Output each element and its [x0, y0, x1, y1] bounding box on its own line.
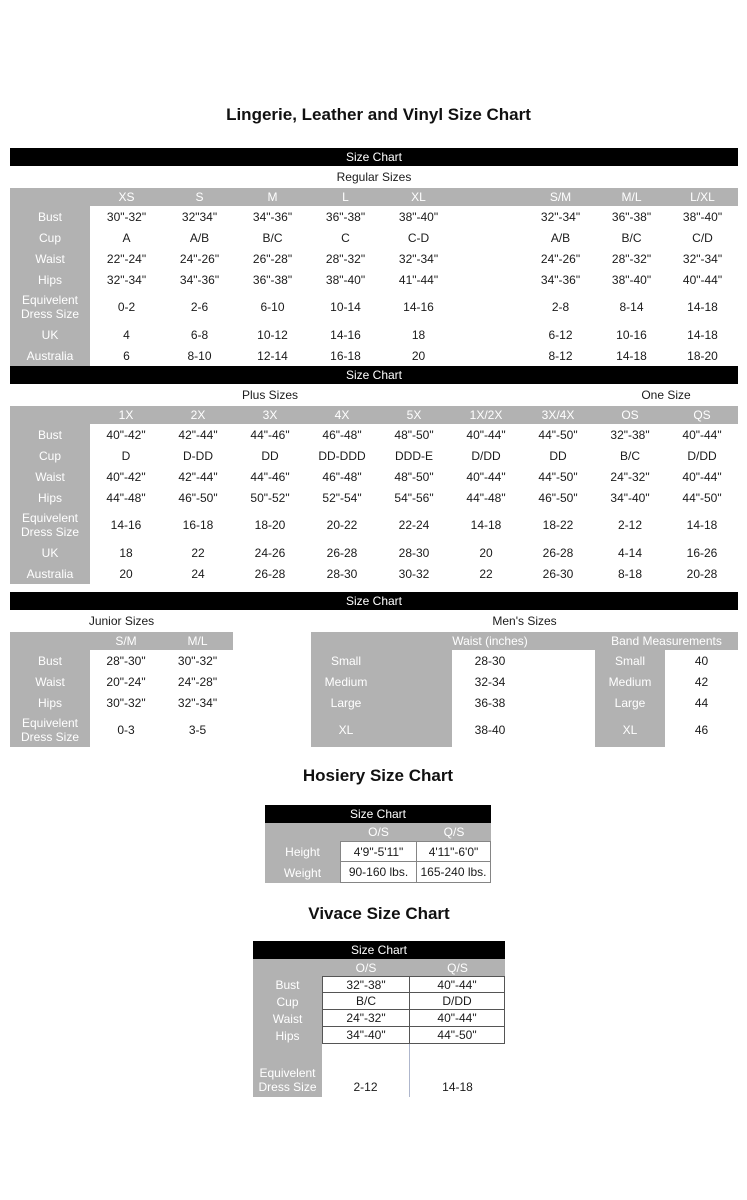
spacer: [233, 610, 311, 632]
table-header-row: [10, 406, 738, 424]
size-value: 22-24: [398, 518, 430, 532]
size-value: 20: [411, 348, 426, 363]
size-value: 0-3: [117, 723, 135, 737]
size-value: 42"-44": [178, 427, 218, 442]
column-header: 3X: [234, 406, 306, 424]
column-header: M: [236, 188, 309, 206]
spacer: [233, 632, 311, 747]
row-label: Waist: [10, 248, 90, 269]
size-value: 28"-32": [611, 251, 652, 266]
empty-cell: [322, 1044, 410, 1062]
size-chart-bar: Size Chart: [10, 148, 738, 166]
size-value: 8-10: [187, 348, 212, 363]
section-label-junior: Junior Sizes: [88, 614, 155, 628]
row-label: Bust: [10, 424, 90, 445]
column-header: S/M: [525, 188, 596, 206]
row-label: Waist: [10, 671, 90, 692]
size-value: 32"-38": [322, 976, 410, 993]
size-value: A/B: [189, 230, 210, 245]
size-value: 38"-40": [611, 272, 652, 287]
empty-cell: [381, 713, 452, 747]
size-value: 10-16: [616, 327, 647, 342]
plus-sizes-table: [10, 406, 738, 584]
size-value: B/C: [621, 230, 642, 245]
size-value: 6-12: [548, 327, 573, 342]
empty-cell: [381, 671, 452, 692]
size-value: 40"-44": [410, 1010, 505, 1027]
size-value: 32"-34": [540, 209, 581, 224]
row-label: Small: [311, 650, 381, 671]
size-value: 42"-44": [178, 469, 218, 484]
table-header-row: [265, 823, 491, 841]
row-label: UK: [10, 324, 90, 345]
size-value: 4'11"-6'0": [417, 841, 491, 862]
size-value: B/C: [619, 448, 640, 463]
page-title: Lingerie, Leather and Vinyl Size Chart: [226, 105, 531, 124]
table-row: [10, 324, 738, 345]
size-value: 38"-40": [325, 272, 366, 287]
row-label: Cup: [10, 445, 90, 466]
size-value: 22: [191, 545, 205, 560]
empty-cell: [455, 188, 525, 206]
size-value: 36"-38": [325, 209, 366, 224]
table-row: [253, 1010, 505, 1027]
table-row: [265, 862, 491, 883]
size-value: 36"-38": [252, 272, 293, 287]
table-row: [10, 227, 738, 248]
size-value: 46"-48": [322, 427, 362, 442]
size-value: 28"-30": [106, 653, 146, 668]
size-chart-bar: Size Chart: [265, 805, 491, 823]
size-value: 6: [123, 348, 130, 363]
table-row: [253, 1044, 505, 1062]
size-chart-bar: Size Chart: [253, 941, 505, 959]
size-value: 0-2: [117, 300, 136, 314]
size-value: 24-26: [254, 545, 286, 560]
size-value: 4'9"-5'11": [340, 841, 417, 862]
size-value: 90-160 lbs.: [340, 862, 417, 883]
size-value: B/C: [322, 993, 410, 1010]
size-value: 48"-50": [394, 469, 434, 484]
size-value: 40"-44": [466, 427, 506, 442]
row-label: UK: [10, 542, 90, 563]
size-value: 14-16: [330, 327, 361, 342]
column-header: L: [309, 188, 382, 206]
corner-cell: [265, 823, 340, 841]
column-header: Q/S: [410, 959, 505, 976]
size-value: 2-6: [190, 300, 209, 314]
size-value: 10-12: [257, 327, 288, 342]
table-row: [10, 542, 738, 563]
size-value: 24"-26": [179, 251, 220, 266]
column-header: 4X: [306, 406, 378, 424]
size-value: 44"-50": [538, 427, 578, 442]
vivace-title: Vivace Size Chart: [308, 904, 450, 923]
column-header: O/S: [340, 823, 417, 841]
table-row: [10, 671, 233, 692]
corner-cell: [10, 188, 90, 206]
size-value: 40"-42": [106, 427, 146, 442]
size-value: 14-18: [687, 300, 718, 314]
size-value: C/D: [692, 230, 713, 245]
size-value: DD-DDD: [318, 448, 366, 463]
row-label: Large: [595, 692, 665, 713]
size-value: 30-32: [398, 566, 430, 581]
regular-sizes-table: [10, 188, 738, 366]
table-row: [311, 671, 738, 692]
row-label: XL: [311, 713, 381, 747]
column-header: O/S: [322, 959, 410, 976]
table-row: [10, 563, 738, 584]
row-label: Bust: [253, 976, 322, 993]
corner-cell: [253, 959, 322, 976]
empty-cell: [455, 269, 525, 290]
table-row: [253, 1062, 505, 1097]
size-value: 26-30: [542, 566, 574, 581]
size-value: 26"-28": [252, 251, 293, 266]
size-value: 20: [479, 545, 493, 560]
size-value: DD: [261, 448, 279, 463]
row-label: Medium: [311, 671, 381, 692]
table-row: [10, 508, 738, 542]
hosiery-title: Hosiery Size Chart: [302, 766, 454, 785]
table-row: [10, 692, 233, 713]
size-value: 40"-44": [466, 469, 506, 484]
size-value: 30"-32": [177, 653, 218, 668]
section-label-one-size: One Size: [641, 388, 691, 402]
row-label: Equivelent Dress Size: [253, 1062, 322, 1097]
size-value: 18-22: [542, 518, 574, 532]
size-value: 42: [694, 674, 709, 689]
empty-cell: [528, 671, 595, 692]
size-value: 26-28: [542, 545, 574, 560]
section-label-plus: Plus Sizes: [241, 388, 299, 402]
vivace-table: [253, 941, 505, 1097]
empty-cell: [381, 692, 452, 713]
row-label: Equivelent Dress Size: [10, 508, 90, 542]
size-value: 44"-48": [106, 490, 146, 505]
size-value: 40"-42": [106, 469, 146, 484]
empty-cell: [455, 290, 525, 324]
size-value: C: [341, 230, 350, 245]
section-label-regular: Regular Sizes: [336, 170, 412, 184]
size-value: 2-12: [322, 1062, 410, 1097]
row-label: Hips: [253, 1027, 322, 1044]
size-value: 32"-34": [106, 272, 147, 287]
table-row: [10, 345, 738, 366]
empty-cell: [455, 206, 525, 227]
row-label: Waist: [10, 466, 90, 487]
size-value: DDD-E: [395, 448, 433, 463]
size-value: 34"-36": [252, 209, 293, 224]
size-value: 41"-44": [398, 272, 439, 287]
size-value: 24"-32": [610, 469, 650, 484]
row-label: Weight: [265, 862, 340, 883]
size-value: D/DD: [471, 448, 501, 463]
size-value: 44"-48": [466, 490, 506, 505]
size-value: A/B: [550, 230, 571, 245]
size-value: 4-14: [617, 545, 643, 560]
size-value: 46"-50": [178, 490, 218, 505]
size-value: 46"-50": [538, 490, 578, 505]
size-value: C-D: [407, 230, 430, 245]
table-row: [10, 650, 233, 671]
size-value: 12-14: [257, 348, 288, 363]
size-value: 24"-28": [177, 674, 218, 689]
size-value: 32"-34": [682, 251, 723, 266]
size-value: 20"-24": [106, 674, 146, 689]
size-value: 18-20: [687, 348, 718, 363]
size-value: DD: [549, 448, 567, 463]
table-row: [253, 976, 505, 993]
row-label: Medium: [595, 671, 665, 692]
size-value: 36-38: [474, 695, 506, 710]
column-header: S/M: [90, 632, 162, 650]
size-value: 10-14: [330, 300, 361, 314]
column-header: XS: [90, 188, 163, 206]
size-value: A: [122, 230, 131, 245]
size-value: 14-18: [470, 518, 502, 532]
size-chart-bar: Size Chart: [10, 592, 738, 610]
size-value: 26-28: [326, 545, 358, 560]
table-row: [265, 841, 491, 862]
size-value: 26-28: [254, 566, 286, 581]
table-row: [10, 424, 738, 445]
column-header: M/L: [162, 632, 233, 650]
size-value: 40"-44": [682, 469, 722, 484]
size-value: 46"-48": [322, 469, 362, 484]
column-header-waist: Waist (inches): [452, 634, 528, 648]
section-label-mens: Men's Sizes: [492, 614, 557, 628]
row-label: Australia: [10, 345, 90, 366]
size-value: 18: [119, 545, 133, 560]
table-row: [311, 692, 738, 713]
size-value: 14-18: [687, 327, 718, 342]
size-value: 22: [479, 566, 493, 581]
size-value: 52"-54": [322, 490, 362, 505]
mens-sizes-table: [311, 632, 738, 747]
size-value: 8-14: [619, 300, 644, 314]
size-value: 32"-38": [610, 427, 650, 442]
size-value: 44"-50": [682, 490, 722, 505]
empty-cell: [528, 713, 595, 747]
size-value: 14-18: [616, 348, 647, 363]
size-value: 16-18: [182, 518, 214, 532]
size-value: 165-240 lbs.: [417, 862, 491, 883]
size-value: D-DD: [183, 448, 213, 463]
size-value: 32"34": [181, 209, 218, 224]
size-value: 40"-44": [682, 427, 722, 442]
table-row: [311, 650, 738, 671]
size-value: D/DD: [687, 448, 717, 463]
size-value: 34"-36": [540, 272, 581, 287]
size-value: 38"-40": [398, 209, 439, 224]
table-row: [10, 290, 738, 324]
row-label: Bust: [10, 206, 90, 227]
row-label: Cup: [10, 227, 90, 248]
size-value: 38-40: [474, 723, 506, 737]
size-value: 32-34: [474, 674, 506, 689]
size-value: 14-18: [442, 1080, 473, 1094]
corner-cell: [10, 406, 90, 424]
size-value: 18-20: [254, 518, 286, 532]
size-value: 14-16: [403, 300, 434, 314]
table-row: [253, 1027, 505, 1044]
size-value: 32"-34": [398, 251, 439, 266]
size-value: 4: [123, 327, 130, 342]
empty-cell: [528, 632, 595, 650]
size-value: 32"-34": [177, 695, 218, 710]
size-value: 28-30: [474, 653, 506, 668]
size-value: 40"-44": [410, 976, 505, 993]
row-label: Hips: [10, 487, 90, 508]
row-label: XL: [595, 713, 665, 747]
row-label: Height: [265, 841, 340, 862]
column-header-band: Band Measurements: [595, 632, 738, 650]
column-header: Q/S: [417, 823, 491, 841]
size-value: 22"-24": [106, 251, 147, 266]
size-value: 24: [191, 566, 205, 581]
size-value: 24"-32": [322, 1010, 410, 1027]
corner-cell: [311, 632, 452, 650]
table-header-row: [253, 959, 505, 976]
size-value: 8-18: [617, 566, 643, 581]
hosiery-table: [265, 805, 491, 883]
junior-sizes-table: [10, 632, 233, 747]
empty-cell: [455, 345, 525, 366]
size-value: 8-12: [548, 348, 573, 363]
size-value: 3-5: [188, 723, 207, 737]
size-value: 54"-56": [394, 490, 434, 505]
size-chart-bar: Size Chart: [10, 366, 738, 384]
size-value: 40: [694, 653, 709, 668]
column-header: QS: [666, 406, 738, 424]
table-row: [10, 713, 233, 747]
row-label: Australia: [10, 563, 90, 584]
column-header: XL: [382, 188, 455, 206]
size-value: 28-30: [398, 545, 430, 560]
empty-cell: [455, 227, 525, 248]
size-value: D: [121, 448, 131, 463]
size-value: 18: [411, 327, 426, 342]
size-value: 40"-44": [682, 272, 723, 287]
row-label: Equivelent Dress Size: [10, 290, 90, 324]
size-value: 6-8: [190, 327, 209, 342]
table-row: [311, 713, 738, 747]
empty-cell: [528, 650, 595, 671]
size-value: 34"-40": [610, 490, 650, 505]
size-value: 34"-36": [179, 272, 220, 287]
size-value: 28"-32": [325, 251, 366, 266]
size-value: 20: [119, 566, 133, 581]
size-value: 14-18: [686, 518, 718, 532]
size-value: 46: [694, 723, 709, 737]
size-value: 44"-46": [250, 427, 290, 442]
column-header: 1X/2X: [450, 406, 522, 424]
row-label: Hips: [10, 269, 90, 290]
row-label: Small: [595, 650, 665, 671]
column-header: L/XL: [667, 188, 738, 206]
row-label: Equivelent Dress Size: [10, 713, 90, 747]
size-value: 44: [694, 695, 709, 710]
row-label: Waist: [253, 1010, 322, 1027]
table-header-row: [10, 632, 233, 650]
lingerie-size-chart: [10, 148, 738, 1097]
empty-cell: [381, 650, 452, 671]
column-header: 3X/4X: [522, 406, 594, 424]
row-label: Large: [311, 692, 381, 713]
size-value: 28-30: [326, 566, 358, 581]
size-value: 20-28: [686, 566, 718, 581]
empty-cell: [253, 1044, 322, 1062]
corner-cell: [10, 632, 90, 650]
section-label-row: [10, 610, 738, 632]
table-header-row: [10, 188, 738, 206]
table-row: [253, 993, 505, 1010]
row-label: Hips: [10, 692, 90, 713]
table-row: [10, 269, 738, 290]
table-header-row: [311, 632, 738, 650]
size-value: 48"-50": [394, 427, 434, 442]
size-value: B/C: [262, 230, 283, 245]
empty-cell: [455, 324, 525, 345]
size-value: 2-8: [551, 300, 570, 314]
row-label: Cup: [253, 993, 322, 1010]
size-value: 44"-50": [538, 469, 578, 484]
size-value: 50"-52": [250, 490, 290, 505]
empty-cell: [528, 692, 595, 713]
size-value: 16-26: [686, 545, 718, 560]
size-value: 30"-32": [106, 695, 146, 710]
row-label: Bust: [10, 650, 90, 671]
table-row: [10, 487, 738, 508]
size-value: D/DD: [410, 993, 505, 1010]
column-header: 2X: [162, 406, 234, 424]
section-label-row: [10, 384, 738, 406]
table-row: [10, 248, 738, 269]
column-header: OS: [594, 406, 666, 424]
empty-cell: [410, 1044, 505, 1062]
table-row: [10, 206, 738, 227]
size-value: 20-22: [326, 518, 358, 532]
table-row: [10, 445, 738, 466]
size-value: 2-12: [617, 518, 643, 532]
column-header: M/L: [596, 188, 667, 206]
size-value: 44"-50": [410, 1027, 505, 1044]
column-header: S: [163, 188, 236, 206]
column-header: 5X: [378, 406, 450, 424]
size-value: 14-16: [110, 518, 142, 532]
size-value: 36"-38": [611, 209, 652, 224]
size-value: 38"-40": [682, 209, 723, 224]
size-value: 34"-40": [322, 1027, 410, 1044]
size-value: 30"-32": [106, 209, 147, 224]
size-value: 16-18: [330, 348, 361, 363]
empty-cell: [455, 248, 525, 269]
column-header: 1X: [90, 406, 162, 424]
size-value: 6-10: [260, 300, 285, 314]
size-value: 24"-26": [540, 251, 581, 266]
size-value: 44"-46": [250, 469, 290, 484]
table-row: [10, 466, 738, 487]
